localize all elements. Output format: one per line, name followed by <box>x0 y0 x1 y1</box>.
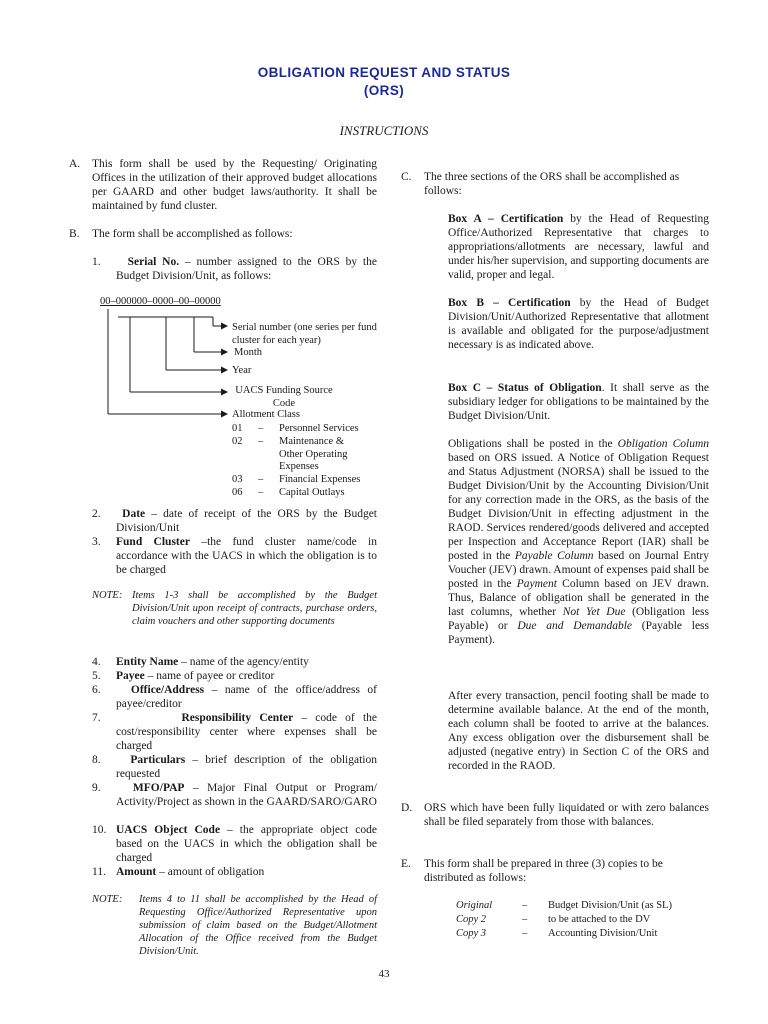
item-5-text: – name of payee or creditor <box>144 670 275 682</box>
note-1-text: Items 1-3 shall be accomplished by the Budget Division/Unit upon receipt of contracts, purchase orders, claim vouchers and other supporting documents <box>132 590 377 627</box>
box-b-description <box>448 296 709 352</box>
item-1-text: – number assigned to the ORS by the Budget Division/Unit, as follows: <box>116 256 377 282</box>
diagram-serial-label: Serial number (one series per fund cluster for each year) <box>232 322 377 346</box>
page-number: 43 <box>378 968 390 980</box>
item-11-text: – amount of obligation <box>156 866 265 878</box>
item-8-label: Particulars <box>130 754 186 766</box>
not-yet-due-term: Not Yet Due <box>562 606 626 618</box>
section-d-text: ORS which have been fully liquidated or with zero balances shall be filed separately from those with balances. <box>424 802 709 828</box>
item-2-text: – date of receipt of the ORS by the Budget Division/Unit <box>116 508 377 534</box>
class-06-dash: – <box>258 487 264 498</box>
arrow-year <box>221 367 228 374</box>
item-9-num: 9. <box>92 782 101 794</box>
item-5-num: 5. <box>92 670 101 682</box>
item-8-text: – brief description of the obligation requested <box>116 754 377 780</box>
copy-3: Copy 3 <box>456 928 487 939</box>
section-c-intro: The three sections of the ORS shall be accomplished as follows: <box>424 171 680 197</box>
item-10-text: – the appropriate object code based on the UACS in which the obligation shall be charged <box>116 824 377 864</box>
box-c-text: . It shall serve as the subsidiary ledger for obligations to be maintained by the Budget Division/Unit. <box>448 382 709 422</box>
item-6-num: 6. <box>92 684 101 696</box>
copy-2-dash: – <box>522 914 528 925</box>
diagram-month-label: Month <box>234 347 263 358</box>
item-10-num: 10. <box>92 824 107 836</box>
diagram-uacs-label: UACS Funding Source Code <box>235 385 333 409</box>
copy-2-dest: to be attached to the DV <box>548 914 651 925</box>
item-9-text: – Major Final Output or Program/ Activity/Project as shown in the GAARD/SARO/GARO <box>116 782 378 808</box>
note-1-label: NOTE: <box>92 590 123 601</box>
class-03-name: Financial Expenses <box>279 474 361 485</box>
item-4-num: 4. <box>92 656 101 668</box>
item-4-label: Entity Name <box>116 656 179 668</box>
class-01-dash: – <box>258 423 264 434</box>
section-b-letter: B. <box>69 228 80 240</box>
item-11-num: 11. <box>92 866 106 878</box>
payment-term: Payment <box>516 578 557 590</box>
obligation-column-term: Obligation Column <box>617 438 709 450</box>
payable-column-term: Payable Column <box>514 550 594 562</box>
item-7-text: – code of the cost/responsibility center where expenses shall be charged <box>116 712 377 752</box>
box-a-text: by the Head of Requesting Office/Authorized Representative that charges to appropriations/allotments are necessary, lawful and under his/her supervision, and supporting documents are valid, proper and legal. <box>448 213 710 281</box>
section-b-intro: The form shall be accomplished as follows: <box>92 228 293 240</box>
section-e-text: This form shall be prepared in three (3) copies to be distributed as follows: <box>424 858 663 884</box>
arrow-uacs <box>221 389 228 396</box>
item-10-label: UACS Object Code <box>116 824 221 836</box>
footing-paragraph: After every transaction, pencil footing shall be made to determine available balance. At the end of the month, each column shall be footed to arrive at the balances. Any excess obligation over the disbursement shall be adjusted (negative entry) in Section C of the ORS and recorded in the RAOD. <box>448 690 709 772</box>
item-9 <box>116 781 377 809</box>
box-c-description <box>448 381 709 423</box>
section-e-letter: E. <box>401 858 411 870</box>
class-01-name: Personnel Services <box>279 423 359 434</box>
item-1-num: 1. <box>92 256 101 268</box>
item-11-label: Amount <box>116 866 157 878</box>
item-5-label: Payee <box>116 670 145 682</box>
box-b-text: by the Head of Budget Division/Unit/Authorized Representative that allotment is available and obligated for the purpose/adjustment necessary is as indicated above. <box>448 297 709 351</box>
note-2-label: NOTE: <box>92 894 123 905</box>
copy-original-dash: – <box>522 900 528 911</box>
copy-original: Original <box>456 900 493 911</box>
item-2 <box>116 507 377 535</box>
note-2-text: Items 4 to 11 shall be accomplished by the Head of Requesting Office/Authorized Representative upon submission of claim based on the Budget/Allotment Allocation of the Office received from the Budget Division/Unit. <box>139 894 377 957</box>
posting-text-4: Column based on JEV drawn. Thus, Balance of obligation shall be generated in the last columns, whether <box>448 578 709 618</box>
class-03-code: 03 <box>232 474 243 485</box>
section-a-letter: A. <box>69 158 81 170</box>
item-3-num: 3. <box>92 536 101 548</box>
item-9-label: MFO/PAP <box>132 782 185 794</box>
box-a-description <box>448 212 709 282</box>
instructions-heading: INSTRUCTIONS <box>339 123 429 138</box>
posting-text-1: Obligations shall be posted in the <box>448 438 618 450</box>
item-6 <box>116 683 377 711</box>
arrow-serial <box>221 323 228 330</box>
item-11 <box>116 865 377 879</box>
posting-text-6: (Payable less Payment). <box>448 620 709 646</box>
item-6-text: – name of the office/address of payee/creditor <box>116 684 378 710</box>
class-01-code: 01 <box>232 423 243 434</box>
item-6-label: Office/Address <box>130 684 205 696</box>
copy-original-dest: Budget Division/Unit (as SL) <box>548 900 672 911</box>
diagram-year-label: Year <box>232 365 252 376</box>
item-7-label: Responsibility Center <box>181 712 294 724</box>
item-10 <box>116 823 377 865</box>
class-03-dash: – <box>258 474 264 485</box>
item-7-num: 7. <box>92 712 101 724</box>
item-7 <box>116 711 377 753</box>
item-2-num: 2. <box>92 508 101 520</box>
class-02-dash: – <box>258 436 264 447</box>
item-8 <box>116 753 377 781</box>
section-a-text: This form shall be used by the Requesting/ Originating Offices in the utilization of their approved budget allocations per GAARD and other budget laws/authority. It shall be maintained by fund cluster. <box>92 158 377 212</box>
item-3-label: Fund Cluster <box>116 536 190 548</box>
item-3-text: –the fund cluster name/code in accordance with the UACS in which the obligation is to be charged <box>116 536 377 576</box>
copy-3-dest: Accounting Division/Unit <box>548 928 658 939</box>
section-c-letter: C. <box>401 171 412 183</box>
box-b-label: Box B – Certification <box>448 297 571 309</box>
document-title: OBLIGATION REQUEST AND STATUS <box>257 65 511 80</box>
posting-text-5: (Obligation less Payable) or <box>448 606 709 632</box>
copy-3-dash: – <box>522 928 528 939</box>
serial-format: 00–000000–0000–00–00000 <box>100 296 221 307</box>
box-c-label: Box C – Status of Obligation <box>448 382 602 394</box>
section-d-letter: D. <box>401 802 413 814</box>
diagram-allotment-label: Allotment Class <box>232 409 300 420</box>
arrow-allotment <box>221 411 228 418</box>
item-8-num: 8. <box>92 754 101 766</box>
item-3 <box>116 535 377 577</box>
class-06-code: 06 <box>232 487 243 498</box>
class-06-name: Capital Outlays <box>279 487 345 498</box>
copy-2: Copy 2 <box>456 914 487 925</box>
item-2-label: Date <box>122 508 146 520</box>
class-02-name: Maintenance & Other Operating Expenses <box>279 436 348 472</box>
item-5 <box>116 669 377 683</box>
due-demandable-term: Due and Demandable <box>517 620 633 632</box>
posting-text-2: based on ORS issued. A Notice of Obligation Request and Status Adjustment (NORSA) shall be issued to the Budget Division/Unit by the Accounting Division/Unit for any correction made in the ORS, as the basis of the Budget Division/Unit in effecting adjustment in the RAOD. Services rendered/goods delivered and accepted per Inspection and Acceptance Report (IAR) shall be posted in the <box>448 452 709 562</box>
class-02-code: 02 <box>232 436 243 447</box>
item-4 <box>116 655 377 669</box>
arrow-month <box>221 349 228 356</box>
posting-paragraph <box>448 437 709 647</box>
box-a-label: Box A – Certification <box>448 213 564 225</box>
posting-text-3: based on Journal Entry Voucher (JEV) drawn. Amount of expenses paid shall be posted in the <box>448 550 709 590</box>
document-title-abbrev: (ORS) <box>363 83 405 98</box>
item-4-text: – name of the agency/entity <box>178 656 309 668</box>
item-1-label: Serial No. <box>127 256 180 268</box>
